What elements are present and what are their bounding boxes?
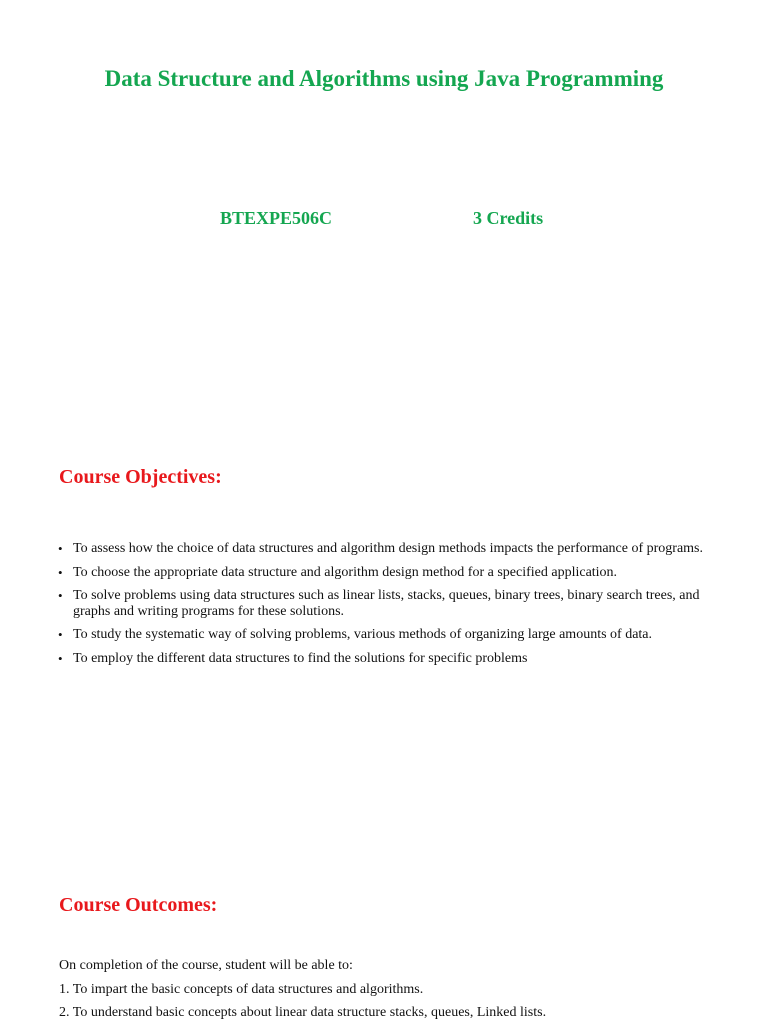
objective-item bbox=[58, 651, 708, 667]
outcomes-heading: Course Outcomes: bbox=[59, 894, 218, 916]
outcomes-section bbox=[59, 958, 709, 1029]
document-title: Data Structure and Algorithms using Java Programming bbox=[104, 66, 664, 91]
objective-text: To study the systematic way of solving problems, various methods of organizing large amounts of data. bbox=[73, 627, 653, 642]
objective-item bbox=[58, 565, 708, 581]
objectives-list bbox=[58, 541, 708, 674]
outcome-item: 2. To understand basic concepts about linear data structure stacks, queues, Linked lists. bbox=[59, 1005, 547, 1020]
bullet-icon: • bbox=[58, 541, 63, 556]
bullet-icon: • bbox=[58, 650, 63, 666]
objective-text: To solve problems using data structures such as linear lists, stacks, queues, binary trees, binary search trees, and graphs and writing programs for these solutions. bbox=[73, 588, 700, 619]
course-code: BTEXPE506C bbox=[220, 208, 333, 228]
objective-item bbox=[58, 541, 708, 557]
outcomes-intro: On completion of the course, student will be able to: bbox=[59, 958, 353, 973]
course-info-row bbox=[0, 208, 768, 234]
outcome-item: 1. To impart the basic concepts of data structures and algorithms. bbox=[59, 981, 424, 997]
objective-text: To assess how the choice of data structures and algorithm design methods impacts the performance of programs. bbox=[73, 541, 704, 556]
bullet-icon: • bbox=[58, 564, 63, 580]
objective-text: To choose the appropriate data structure and algorithm design method for a specified application. bbox=[73, 564, 618, 580]
bullet-icon: • bbox=[58, 588, 63, 603]
objectives-heading: Course Objectives: bbox=[59, 466, 222, 488]
bullet-icon: • bbox=[58, 627, 63, 642]
objective-item bbox=[58, 588, 708, 619]
objective-item bbox=[58, 627, 708, 643]
objective-text: To employ the different data structures to find the solutions for specific problems bbox=[73, 650, 528, 666]
course-credits: 3 Credits bbox=[473, 208, 544, 228]
